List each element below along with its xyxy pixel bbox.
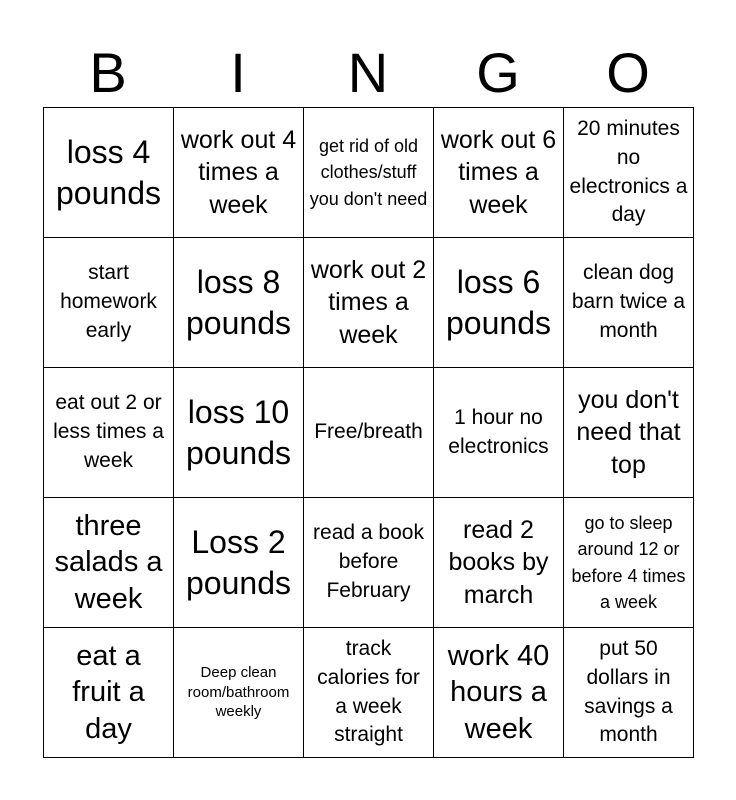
bingo-cell[interactable] (44, 108, 174, 238)
bingo-cell[interactable] (44, 368, 174, 498)
cell-text: 20 minutes no electronics a day (569, 116, 688, 227)
bingo-cell[interactable] (304, 628, 434, 758)
cell-text: loss 6 pounds (446, 263, 551, 341)
cell-text: read 2 books by march (448, 515, 549, 609)
bingo-cell[interactable] (44, 238, 174, 368)
bingo-cell[interactable] (174, 108, 304, 238)
bingo-cell[interactable] (44, 628, 174, 758)
bingo-header (43, 38, 693, 108)
cell-text: eat out 2 or less times a week (53, 391, 164, 472)
bingo-cell[interactable] (564, 238, 694, 368)
header-letter-b: B (89, 41, 127, 104)
cell-text: Loss 2 pounds (186, 523, 291, 601)
bingo-cell[interactable] (174, 498, 304, 628)
header-letter-i: I (230, 41, 246, 104)
cell-text: work out 2 times a week (310, 255, 427, 349)
cell-text: Deep clean room/bathroom weekly (187, 664, 290, 721)
cell-text: clean dog barn twice a month (571, 261, 686, 342)
cell-text: read a book before February (313, 521, 424, 602)
cell-text: put 50 dollars in savings a month (584, 636, 673, 747)
cell-text: three salads a week (54, 509, 163, 615)
header-letter-g: G (476, 41, 520, 104)
bingo-cell[interactable] (304, 108, 434, 238)
cell-text: Free/breath (314, 420, 423, 444)
cell-text: work 40 hours a week (447, 639, 550, 745)
bingo-cell[interactable] (44, 498, 174, 628)
bingo-cell[interactable] (304, 498, 434, 628)
cell-text: start homework early (60, 261, 157, 342)
bingo-cell[interactable] (174, 238, 304, 368)
cell-text: eat a fruit a day (72, 639, 145, 745)
header-letter-o: O (606, 41, 650, 104)
bingo-cell[interactable] (564, 108, 694, 238)
bingo-cell[interactable] (434, 238, 564, 368)
bingo-cell free-space[interactable] (304, 368, 434, 498)
bingo-cell[interactable] (434, 368, 564, 498)
bingo-cell[interactable] (174, 368, 304, 498)
cell-text: track calories for a week straight (317, 636, 420, 747)
bingo-cell[interactable] (434, 108, 564, 238)
bingo-cell[interactable] (434, 498, 564, 628)
cell-text: loss 8 pounds (186, 263, 291, 341)
bingo-cell[interactable] (564, 628, 694, 758)
bingo-cell[interactable] (304, 238, 434, 368)
cell-text: 1 hour no electronics (448, 405, 549, 458)
bingo-cell[interactable] (174, 628, 304, 758)
bingo-cell[interactable] (564, 498, 694, 628)
cell-text: loss 4 pounds (56, 133, 161, 211)
cell-text: you don't need that top (576, 385, 681, 479)
bingo-cell[interactable] (434, 628, 564, 758)
cell-text: get rid of old clothes/stuff you don't need (309, 136, 428, 209)
cell-text: work out 6 times a week (440, 125, 557, 219)
cell-text: go to sleep around 12 or before 4 times a week (571, 513, 686, 612)
cell-text: loss 10 pounds (186, 393, 291, 471)
header-letter-n: N (347, 41, 389, 104)
cell-text: work out 4 times a week (180, 125, 297, 219)
bingo-board (43, 107, 694, 758)
bingo-cell[interactable] (564, 368, 694, 498)
